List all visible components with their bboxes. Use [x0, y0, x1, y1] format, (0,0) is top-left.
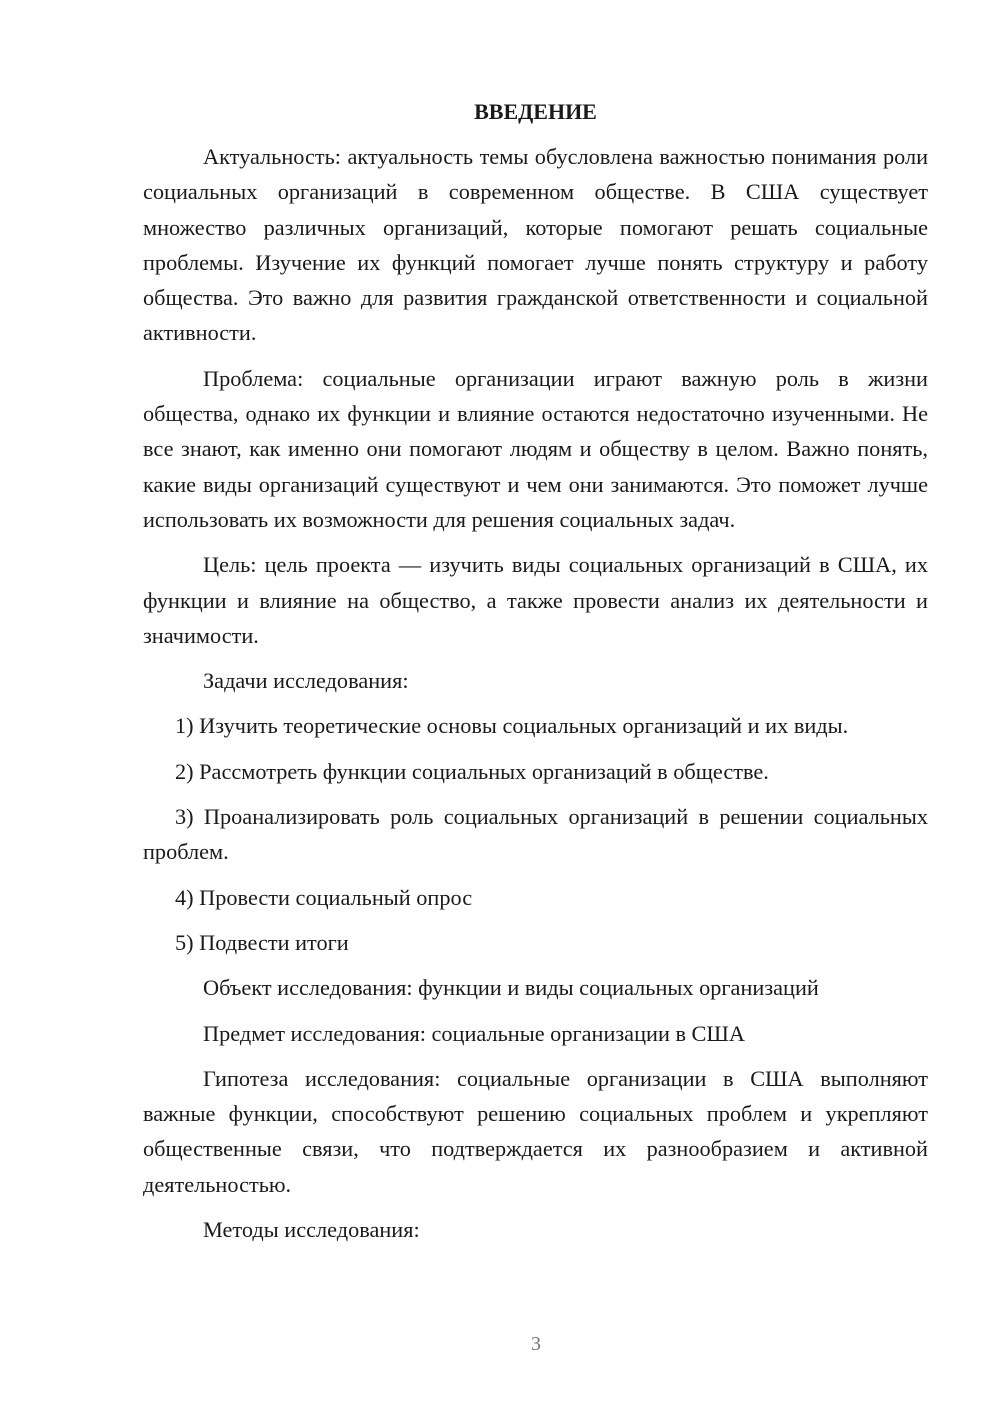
paragraph-goal: Цель: цель проекта — изучить виды социальных организаций в США, их функции и влияние на общество, а также провести анализ их деятельности и значимости.: [143, 552, 928, 648]
page-number: 3: [531, 1333, 541, 1355]
paragraph-relevance: Актуальность: актуальность темы обусловлена важностью понимания роли социальных организаций в современном обществе. В США существует множество различных организаций, которые помогают решать социальные проблемы. Изучение их функций помогает лучше понять структуру и работу общества. Это важно для развития гражданской ответственности и социальной активности.: [143, 144, 928, 346]
paragraph-methods: Методы исследования:: [203, 1217, 420, 1243]
paragraph-subject: Предмет исследования: социальные организации в США: [203, 1020, 746, 1046]
task-item: 1) Изучить теоретические основы социальных организаций и их виды.: [175, 713, 849, 739]
section-title: ВВЕДЕНИЕ: [474, 99, 597, 124]
paragraph-hypothesis: Гипотеза исследования: социальные организации в США выполняют важные функции, способствуют решению социальных проблем и укрепляют общественные связи, что подтверждается их разнообразием и активной деятельностью.: [143, 1065, 928, 1197]
task-item: 2) Рассмотреть функции социальных организаций в обществе.: [175, 758, 769, 784]
task-item: 3) Проанализировать роль социальных организаций в решении социальных проблем.: [143, 804, 928, 865]
task-item: 5) Подвести итоги: [175, 929, 349, 955]
paragraph-object: Объект исследования: функции и виды социальных организаций: [203, 975, 819, 1001]
task-item: 4) Провести социальный опрос: [175, 884, 473, 910]
paragraph-problem: Проблема: социальные организации играют важную роль в жизни общества, однако их функции и влияние остаются недостаточно изученными. Не все знают, как именно они помогают людям и обществу в целом. Важно понять, какие виды организаций существуют и чем они занимаются. Это поможет лучше использовать их возможности для решения социальных задач.: [143, 365, 928, 532]
paragraph-tasks-heading: Задачи исследования:: [203, 668, 409, 694]
document-page: [143, 94, 928, 1257]
